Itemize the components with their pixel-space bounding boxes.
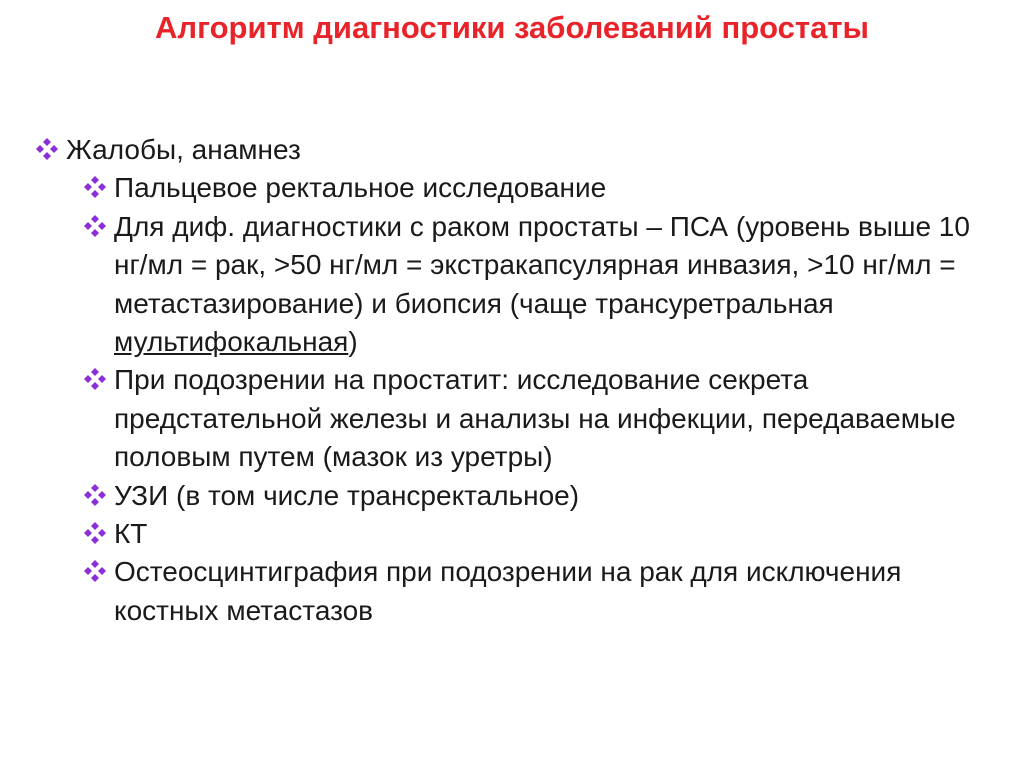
list-item (30, 131, 990, 169)
list-item-text (114, 208, 990, 362)
list-item (78, 553, 990, 630)
list-item-text: КТ (114, 518, 148, 550)
diamond-cluster-icon (80, 214, 110, 238)
list-item-text-underlined: мультифокальная (114, 326, 349, 358)
diamond-cluster-icon (80, 483, 110, 507)
list-item-text: УЗИ (в том числе трансректальное) (114, 479, 580, 511)
list-item (78, 361, 990, 476)
list-item-text: Пальцевое ректальное исследование (114, 172, 607, 204)
list-item-text-tail: ) (348, 326, 358, 358)
diamond-cluster-icon (32, 137, 62, 161)
list-item (78, 169, 990, 207)
diamond-cluster-icon (80, 367, 110, 391)
bullet-list (30, 131, 990, 630)
list-item (78, 208, 990, 362)
diamond-cluster-icon (80, 521, 110, 545)
list-item-text: При подозрении на простатит: исследование секрета предстательной железы и анализы на инфекции, передаваемые половым путем (мазок из уретры) (114, 364, 956, 473)
slide-title: Алгоритм диагностики заболеваний простаты (155, 10, 869, 45)
list-item-text-main: Для диф. диагностики с раком простаты – ПСА (уровень выше 10 нг/мл = рак, >50 нг/мл = экстракапсулярная инвазия, >10 нг/мл = метастазирование) и биопсия (чаще трансуретральная (114, 210, 970, 319)
list-item (78, 477, 990, 515)
diamond-cluster-icon (80, 175, 110, 199)
list-item-text: Жалобы, анамнез (66, 134, 301, 165)
list-item-text: Остеосцинтиграфия при подозрении на рак для исключения костных метастазов (114, 556, 902, 626)
diamond-cluster-icon (80, 559, 110, 583)
list-item (78, 515, 990, 553)
